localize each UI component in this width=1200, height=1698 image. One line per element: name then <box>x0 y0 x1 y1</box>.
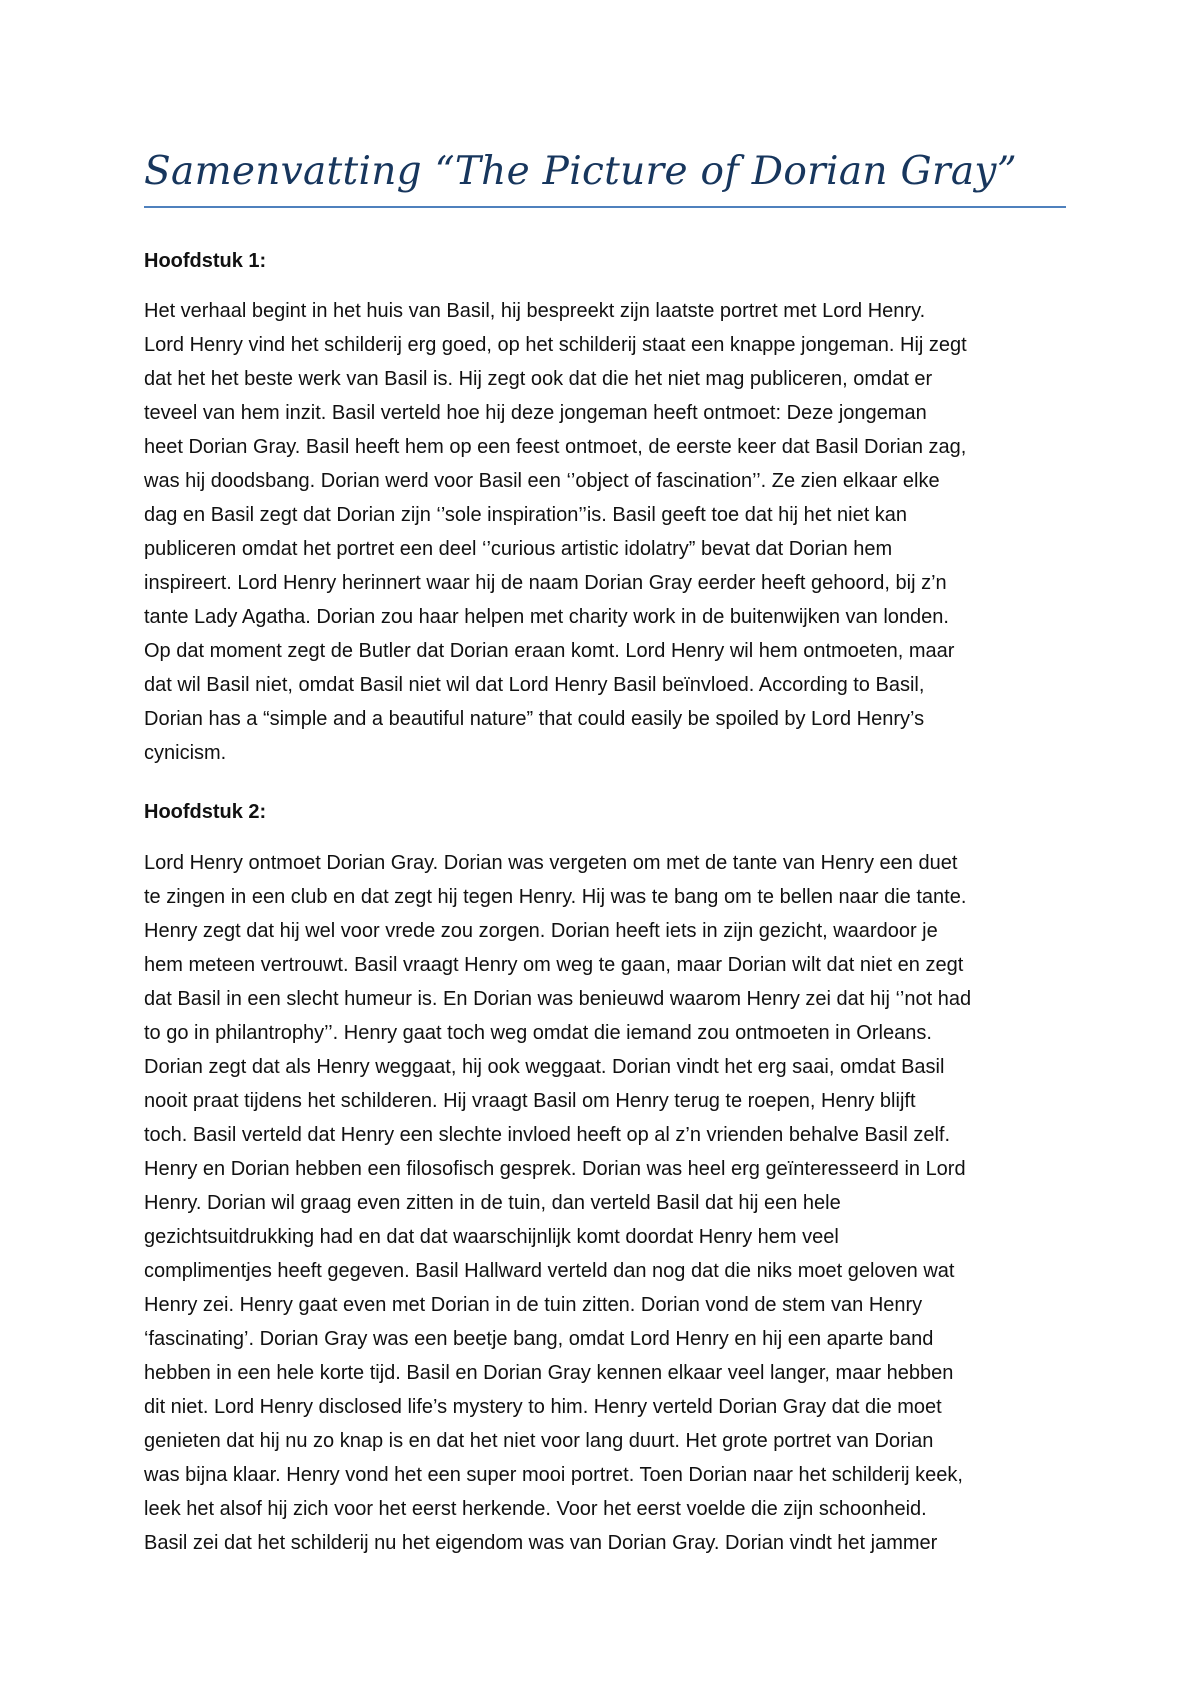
document-title: Samenvatting “The Picture of Dorian Gray” <box>144 149 1018 194</box>
text-line: hem meteen vertrouwt. Basil vraagt Henry om weg te gaan, maar Dorian wilt dat niet en zegt <box>144 954 964 976</box>
text-line: genieten dat hij nu zo knap is en dat het niet voor lang duurt. Het grote portret van Dorian <box>144 1430 934 1452</box>
text-line: to go in philantrophy’’. Henry gaat toch weg omdat die iemand zou ontmoeten in Orleans. <box>144 1022 932 1044</box>
chapter-1-paragraph <box>144 294 1068 770</box>
text-line: nooit praat tijdens het schilderen. Hij vraagt Basil om Henry terug te roepen, Henry blijft <box>144 1090 916 1112</box>
text-line: teveel van hem inzit. Basil verteld hoe hij deze jongeman heeft ontmoet: Deze jongeman <box>144 402 927 424</box>
text-line: hebben in een hele korte tijd. Basil en Dorian Gray kennen elkaar veel langer, maar hebben <box>144 1362 954 1384</box>
text-line: gezichtsuitdrukking had en dat dat waarschijnlijk komt doordat Henry hem veel <box>144 1226 839 1248</box>
text-line: Dorian zegt dat als Henry weggaat, hij ook weggaat. Dorian vindt het erg saai, omdat Basil <box>144 1056 945 1078</box>
chapter-2-heading: Hoofdstuk 2: <box>144 801 267 823</box>
text-line: heet Dorian Gray. Basil heeft hem op een feest ontmoet, de eerste keer dat Basil Dorian zag, <box>144 436 967 458</box>
text-line: Lord Henry vind het schilderij erg goed, op het schilderij staat een knappe jongeman. Hij zegt <box>144 334 967 356</box>
text-line: cynicism. <box>144 742 227 764</box>
title-underline <box>144 206 1066 208</box>
chapter-2-paragraph <box>144 846 1068 1560</box>
text-line: Het verhaal begint in het huis van Basil, hij bespreekt zijn laatste portret met Lord Henry. <box>144 300 926 322</box>
text-line: tante Lady Agatha. Dorian zou haar helpen met charity work in de buitenwijken van londen. <box>144 606 949 628</box>
text-line: Lord Henry ontmoet Dorian Gray. Dorian was vergeten om met de tante van Henry een duet <box>144 852 958 874</box>
text-line: dat Basil in een slecht humeur is. En Dorian was benieuwd waarom Henry zei dat hij ‘’not had <box>144 988 972 1010</box>
text-line: leek het alsof hij zich voor het eerst herkende. Voor het eerst voelde die zijn schoonheid. <box>144 1498 927 1520</box>
text-line: Henry. Dorian wil graag even zitten in de tuin, dan verteld Basil dat hij een hele <box>144 1192 841 1214</box>
text-line: complimentjes heeft gegeven. Basil Hallward verteld dan nog dat die niks moet geloven wat <box>144 1260 955 1282</box>
text-line: Basil zei dat het schilderij nu het eigendom was van Dorian Gray. Dorian vindt het jammer <box>144 1532 938 1554</box>
text-line: was bijna klaar. Henry vond het een super mooi portret. Toen Dorian naar het schilderij keek, <box>144 1464 963 1486</box>
text-line: dit niet. Lord Henry disclosed life’s mystery to him. Henry verteld Dorian Gray dat die moet <box>144 1396 942 1418</box>
chapter-1-heading: Hoofdstuk 1: <box>144 250 267 272</box>
text-line: publiceren omdat het portret een deel ‘’curious artistic idolatry” bevat dat Dorian hem <box>144 538 893 560</box>
text-line: te zingen in een club en dat zegt hij tegen Henry. Hij was te bang om te bellen naar die tante. <box>144 886 967 908</box>
text-line: toch. Basil verteld dat Henry een slechte invloed heeft op al z’n vrienden behalve Basil zelf. <box>144 1124 951 1146</box>
text-line: Dorian has a “simple and a beautiful nature” that could easily be spoiled by Lord Henry’s <box>144 708 925 730</box>
text-line: ‘fascinating’. Dorian Gray was een beetje bang, omdat Lord Henry en hij een aparte band <box>144 1328 934 1350</box>
text-line: inspireert. Lord Henry herinnert waar hij de naam Dorian Gray eerder heeft gehoord, bij z’n <box>144 572 947 594</box>
text-line: was hij doodsbang. Dorian werd voor Basil een ‘’object of fascination’’. Ze zien elkaar elke <box>144 470 940 492</box>
text-line: dat wil Basil niet, omdat Basil niet wil dat Lord Henry Basil beïnvloed. According to Basil, <box>144 674 925 696</box>
text-line: Op dat moment zegt de Butler dat Dorian eraan komt. Lord Henry wil hem ontmoeten, maar <box>144 640 955 662</box>
text-line: Henry zegt dat hij wel voor vrede zou zorgen. Dorian heeft iets in zijn gezicht, waardoor je <box>144 920 938 942</box>
text-line: Henry zei. Henry gaat even met Dorian in de tuin zitten. Dorian vond de stem van Henry <box>144 1294 923 1316</box>
text-line: dag en Basil zegt dat Dorian zijn ‘’sole inspiration’’is. Basil geeft toe dat hij het niet kan <box>144 504 908 526</box>
text-line: Henry en Dorian hebben een filosofisch gesprek. Dorian was heel erg geïnteresseerd in Lord <box>144 1158 966 1180</box>
text-line: dat het het beste werk van Basil is. Hij zegt ook dat die het niet mag publiceren, omdat er <box>144 368 933 390</box>
